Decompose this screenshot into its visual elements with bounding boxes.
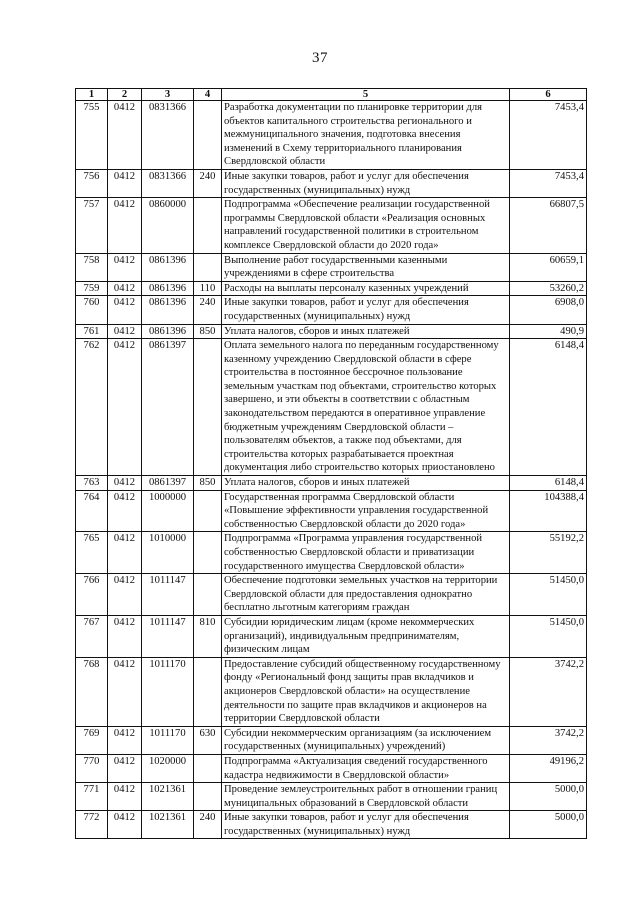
table-row (76, 476, 587, 491)
expense-type-cell (194, 339, 222, 476)
table-row (76, 281, 587, 296)
expense-type-cell: 630 (194, 726, 222, 754)
table-row (76, 783, 587, 811)
table-row (76, 754, 587, 782)
header-cell-3: 3 (142, 89, 194, 101)
row-number-cell: 758 (76, 253, 108, 281)
item-name-cell: Уплата налогов, сборов и иных платежей (222, 324, 510, 339)
expense-type-cell: 240 (194, 296, 222, 324)
section-code-cell: 0412 (108, 339, 142, 476)
header-cell-1: 1 (76, 89, 108, 101)
row-number-cell: 757 (76, 198, 108, 253)
item-name-cell: Государственная программа Свердловской области «Повышение эффективности управления государственной собственностью Свердловской области до 2020 года» (222, 490, 510, 532)
table-row (76, 726, 587, 754)
amount-cell: 49196,2 (510, 754, 587, 782)
row-number-cell: 767 (76, 615, 108, 657)
row-number-cell: 761 (76, 324, 108, 339)
row-number-cell: 768 (76, 657, 108, 726)
amount-cell: 60659,1 (510, 253, 587, 281)
section-code-cell: 0412 (108, 726, 142, 754)
section-code-cell: 0412 (108, 754, 142, 782)
item-name-cell: Оплата земельного налога по переданным государственному казенному учреждению Свердловской области в сфере строительства в постоянное бессрочное пользование земельным участкам под объектами, строительство которых завершено, и эти объекты в соответствии с областным законодательством передаются в оперативное управление бюджетным учреждениям Свердловской области – пользователям объектов, а также под объектами, для строительства которых разрабатывается проектная документация либо строительство которых приостановлено (222, 339, 510, 476)
section-code-cell: 0412 (108, 169, 142, 197)
expense-type-cell: 810 (194, 615, 222, 657)
target-code-cell: 1021361 (142, 783, 194, 811)
target-code-cell: 0860000 (142, 198, 194, 253)
item-name-cell: Обеспечение подготовки земельных участков на территории Свердловской области для предоставления однократно бесплатно льготным категориям граждан (222, 574, 510, 616)
section-code-cell: 0412 (108, 281, 142, 296)
target-code-cell: 1011170 (142, 657, 194, 726)
target-code-cell: 0831366 (142, 169, 194, 197)
target-code-cell: 1000000 (142, 490, 194, 532)
target-code-cell: 1021361 (142, 811, 194, 839)
header-row (76, 89, 587, 101)
target-code-cell: 0861397 (142, 339, 194, 476)
section-code-cell: 0412 (108, 783, 142, 811)
expense-type-cell: 110 (194, 281, 222, 296)
target-code-cell: 1011147 (142, 615, 194, 657)
target-code-cell: 0861396 (142, 324, 194, 339)
header-cell-2: 2 (108, 89, 142, 101)
row-number-cell: 762 (76, 339, 108, 476)
item-name-cell: Иные закупки товаров, работ и услуг для обеспечения государственных (муниципальных) нужд (222, 169, 510, 197)
table-row (76, 101, 587, 170)
table-row (76, 615, 587, 657)
table-row (76, 574, 587, 616)
row-number-cell: 772 (76, 811, 108, 839)
expense-type-cell (194, 490, 222, 532)
row-number-cell: 770 (76, 754, 108, 782)
expense-type-cell: 850 (194, 476, 222, 491)
amount-cell: 3742,2 (510, 726, 587, 754)
amount-cell: 51450,0 (510, 615, 587, 657)
expense-type-cell (194, 198, 222, 253)
item-name-cell: Предоставление субсидий общественному государственному фонду «Региональный фонд защиты прав вкладчиков и акционеров Свердловской области» на осуществление деятельности по защите прав вкладчиков и акционеров на территории Свердловской области (222, 657, 510, 726)
item-name-cell: Расходы на выплаты персоналу казенных учреждений (222, 281, 510, 296)
header-cell-5: 5 (222, 89, 510, 101)
item-name-cell: Проведение землеустроительных работ в отношении границ муниципальных образований в Свердловской области (222, 783, 510, 811)
row-number-cell: 763 (76, 476, 108, 491)
target-code-cell: 1011147 (142, 574, 194, 616)
section-code-cell: 0412 (108, 615, 142, 657)
amount-cell: 490,9 (510, 324, 587, 339)
target-code-cell: 1011170 (142, 726, 194, 754)
target-code-cell: 0861396 (142, 281, 194, 296)
row-number-cell: 760 (76, 296, 108, 324)
amount-cell: 7453,4 (510, 169, 587, 197)
amount-cell: 7453,4 (510, 101, 587, 170)
section-code-cell: 0412 (108, 532, 142, 574)
table-row (76, 169, 587, 197)
amount-cell: 6148,4 (510, 476, 587, 491)
amount-cell: 6908,0 (510, 296, 587, 324)
target-code-cell: 1010000 (142, 532, 194, 574)
row-number-cell: 765 (76, 532, 108, 574)
item-name-cell: Подпрограмма «Обеспечение реализации государственной программы Свердловской области «Реализация основных направлений государственной политики в строительном комплексе Свердловской области до 2020 года» (222, 198, 510, 253)
header-cell-4: 4 (194, 89, 222, 101)
expense-type-cell: 850 (194, 324, 222, 339)
section-code-cell: 0412 (108, 253, 142, 281)
target-code-cell: 0831366 (142, 101, 194, 170)
page-number: 37 (312, 50, 328, 66)
item-name-cell: Уплата налогов, сборов и иных платежей (222, 476, 510, 491)
budget-table (75, 88, 587, 839)
expense-type-cell: 240 (194, 169, 222, 197)
expense-type-cell (194, 532, 222, 574)
section-code-cell: 0412 (108, 811, 142, 839)
section-code-cell: 0412 (108, 101, 142, 170)
amount-cell: 51450,0 (510, 574, 587, 616)
item-name-cell: Иные закупки товаров, работ и услуг для обеспечения государственных (муниципальных) нужд (222, 296, 510, 324)
expense-type-cell (194, 574, 222, 616)
expense-type-cell (194, 657, 222, 726)
target-code-cell: 0861396 (142, 296, 194, 324)
section-code-cell: 0412 (108, 324, 142, 339)
table-row (76, 490, 587, 532)
target-code-cell: 0861396 (142, 253, 194, 281)
table-row (76, 253, 587, 281)
target-code-cell: 1020000 (142, 754, 194, 782)
amount-cell: 53260,2 (510, 281, 587, 296)
expense-type-cell (194, 783, 222, 811)
row-number-cell: 769 (76, 726, 108, 754)
expense-type-cell (194, 754, 222, 782)
header-cell-6: 6 (510, 89, 587, 101)
row-number-cell: 771 (76, 783, 108, 811)
amount-cell: 5000,0 (510, 783, 587, 811)
section-code-cell: 0412 (108, 490, 142, 532)
item-name-cell: Подпрограмма «Программа управления государственной собственностью Свердловской области и приватизации государственного имущества Свердловской области» (222, 532, 510, 574)
item-name-cell: Подпрограмма «Актуализация сведений государственного кадастра недвижимости в Свердловской области» (222, 754, 510, 782)
row-number-cell: 764 (76, 490, 108, 532)
section-code-cell: 0412 (108, 296, 142, 324)
section-code-cell: 0412 (108, 198, 142, 253)
row-number-cell: 755 (76, 101, 108, 170)
table-row (76, 324, 587, 339)
table-row (76, 811, 587, 839)
amount-cell: 5000,0 (510, 811, 587, 839)
section-code-cell: 0412 (108, 657, 142, 726)
item-name-cell: Иные закупки товаров, работ и услуг для обеспечения государственных (муниципальных) нужд (222, 811, 510, 839)
item-name-cell: Разработка документации по планировке территории для объектов капитального строительства регионального и межмуниципального значения, подготовка внесения изменений в Схему территориального планирования Свердловской области (222, 101, 510, 170)
table-row (76, 657, 587, 726)
table-body (76, 101, 587, 839)
amount-cell: 3742,2 (510, 657, 587, 726)
section-code-cell: 0412 (108, 574, 142, 616)
row-number-cell: 766 (76, 574, 108, 616)
item-name-cell: Субсидии некоммерческим организациям (за исключением государственных (муниципальных) учреждений) (222, 726, 510, 754)
row-number-cell: 759 (76, 281, 108, 296)
amount-cell: 66807,5 (510, 198, 587, 253)
expense-type-cell: 240 (194, 811, 222, 839)
item-name-cell: Субсидии юридическим лицам (кроме некоммерческих организаций), индивидуальным предпринимателям, физическим лицам (222, 615, 510, 657)
expense-type-cell (194, 253, 222, 281)
amount-cell: 104388,4 (510, 490, 587, 532)
item-name-cell: Выполнение работ государственными казенными учреждениями в сфере строительства (222, 253, 510, 281)
table-row (76, 198, 587, 253)
section-code-cell: 0412 (108, 476, 142, 491)
table-row (76, 339, 587, 476)
amount-cell: 6148,4 (510, 339, 587, 476)
table-row (76, 532, 587, 574)
amount-cell: 55192,2 (510, 532, 587, 574)
table-row (76, 296, 587, 324)
target-code-cell: 0861397 (142, 476, 194, 491)
expense-type-cell (194, 101, 222, 170)
row-number-cell: 756 (76, 169, 108, 197)
